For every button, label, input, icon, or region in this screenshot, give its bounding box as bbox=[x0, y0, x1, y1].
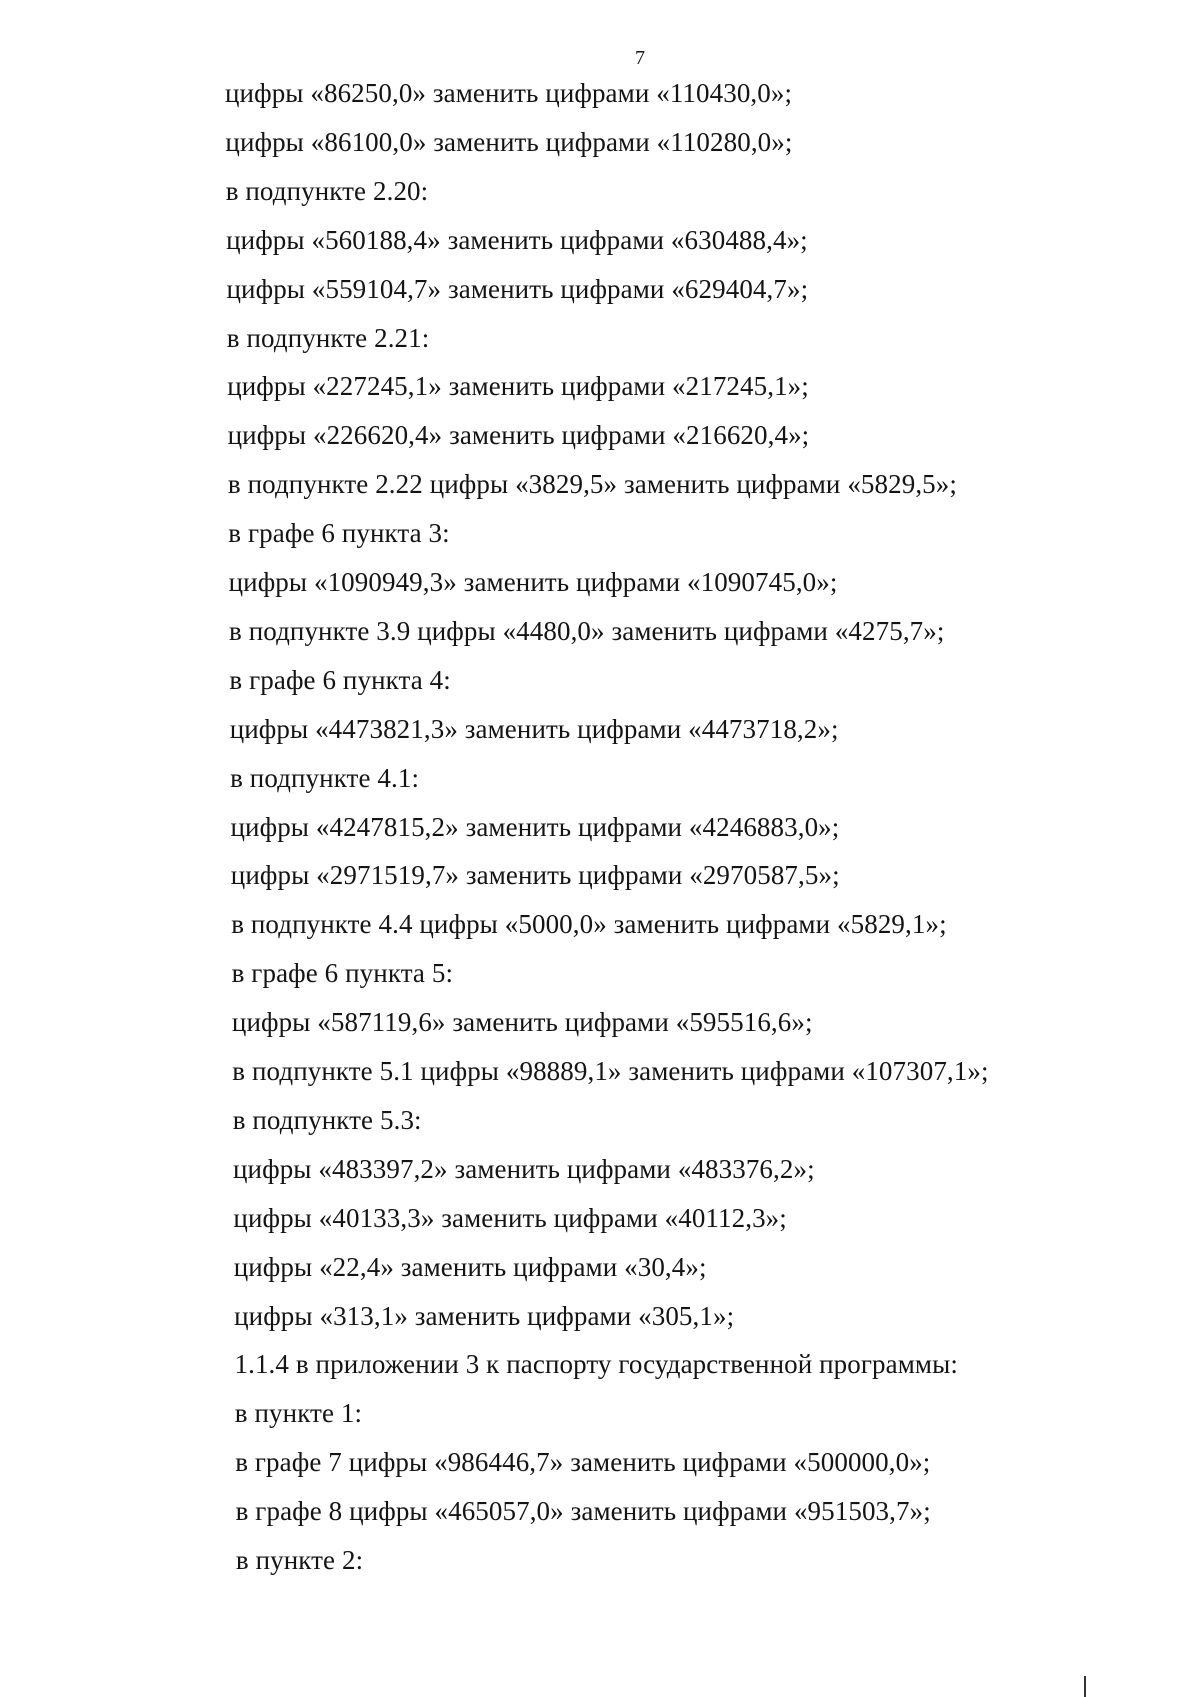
text-line: в подпункте 3.9 цифры «4480,0» заменить цифрами «4275,7»; bbox=[229, 615, 945, 646]
text-line: цифры «483397,2» заменить цифрами «483376,2»; bbox=[233, 1153, 815, 1184]
text-line: цифры «1090949,3» заменить цифрами «1090745,0»; bbox=[228, 567, 838, 597]
text-line: в подпункте 5.3: bbox=[232, 1104, 422, 1135]
text-line: 1.1.4 в приложении 3 к паспорту государственной программы: bbox=[234, 1349, 958, 1380]
text-line: цифры «2971519,7» заменить цифрами «2970587,5»; bbox=[230, 860, 840, 891]
text-line: цифры «226620,4» заменить цифрами «216620,4»; bbox=[227, 420, 810, 451]
text-line: цифры «313,1» заменить цифрами «305,1»; bbox=[234, 1300, 735, 1331]
text-line: в подпункте 2.21: bbox=[226, 322, 430, 353]
text-line: в подпункте 2.22 цифры «3829,5» заменить цифрами «5829,5»; bbox=[227, 469, 957, 500]
text-line: цифры «40133,3» заменить цифрами «40112,3»; bbox=[233, 1202, 787, 1233]
text-line: цифры «4247815,2» заменить цифрами «4246883,0»; bbox=[230, 811, 840, 842]
text-line: цифры «86250,0» заменить цифрами «110430,0»; bbox=[225, 78, 793, 108]
scan-edge-mark bbox=[1084, 1676, 1086, 1697]
text-line: в пункте 2: bbox=[235, 1545, 364, 1575]
text-line: цифры «4473821,3» заменить цифрами «4473718,2»; bbox=[229, 713, 839, 744]
text-line: в подпункте 4.1: bbox=[230, 762, 420, 793]
text-line: в графе 7 цифры «986446,7» заменить цифрами «500000,0»; bbox=[235, 1447, 931, 1478]
text-line: в пункте 1: bbox=[234, 1398, 363, 1429]
text-line: цифры «22,4» заменить цифрами «30,4»; bbox=[233, 1251, 707, 1282]
text-line: в графе 6 пункта 4: bbox=[229, 664, 451, 695]
text-line: цифры «227245,1» заменить цифрами «217245,1»; bbox=[227, 371, 809, 402]
text-line: в графе 6 пункта 5: bbox=[231, 958, 454, 989]
text-line: цифры «587119,6» заменить цифрами «595516,6»; bbox=[231, 1007, 813, 1038]
text-line: в графе 8 цифры «465057,0» заменить цифрами «951503,7»; bbox=[235, 1496, 931, 1527]
text-line: в подпункте 2.20: bbox=[225, 175, 429, 206]
text-line: в подпункте 4.4 цифры «5000,0» заменить цифрами «5829,1»; bbox=[231, 909, 947, 940]
text-line: цифры «86100,0» заменить цифрами «110280,0»; bbox=[225, 126, 793, 157]
text-line: цифры «559104,7» заменить цифрами «629404,7»; bbox=[226, 273, 809, 304]
text-line: в графе 6 пункта 3: bbox=[228, 518, 450, 549]
text-line: в подпункте 5.1 цифры «98889,1» заменить цифрами «107307,1»; bbox=[232, 1056, 989, 1086]
text-line: цифры «560188,4» заменить цифрами «630488,4»; bbox=[226, 224, 808, 255]
page-number: 7 bbox=[635, 47, 645, 69]
